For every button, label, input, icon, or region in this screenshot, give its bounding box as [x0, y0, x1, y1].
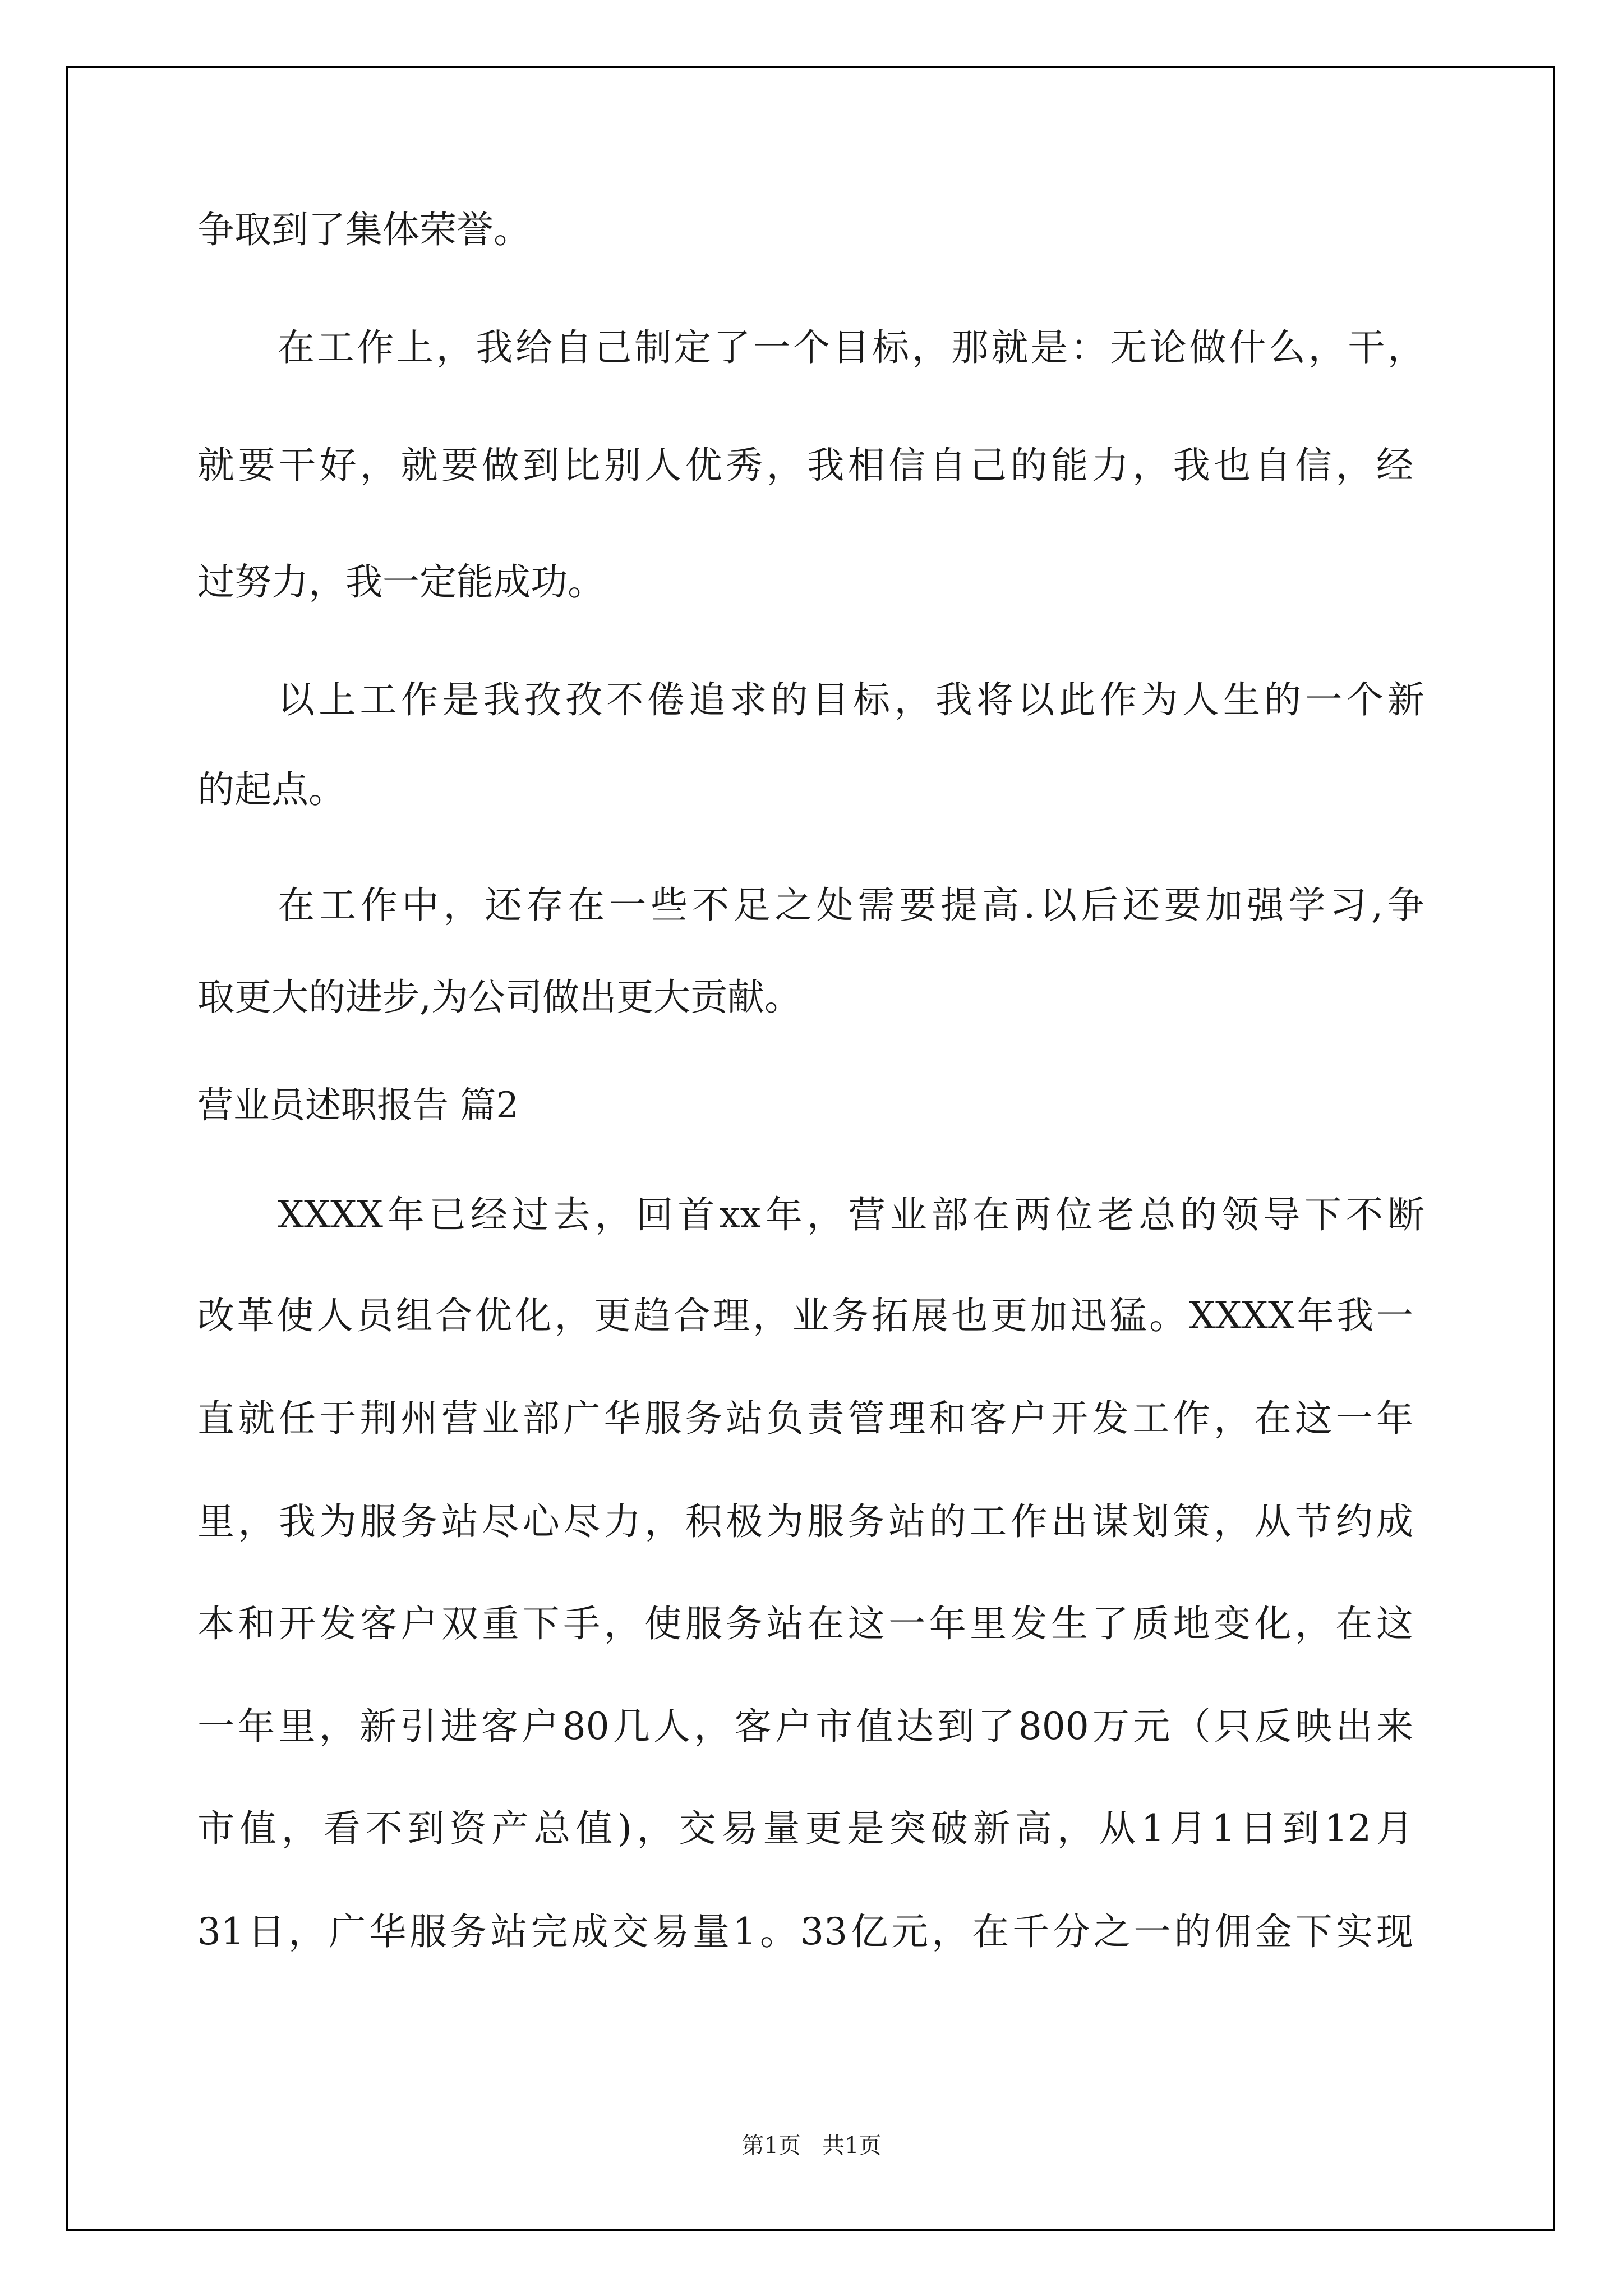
paragraph-line: 市值，看不到资产总值)，交易量更是突破新高，从1月1日到12月	[197, 1807, 1413, 1850]
paragraph-line: 本和开发客户双重下手，使服务站在这一年里发生了质地变化，在这	[197, 1602, 1413, 1645]
paragraph-line: 取更大的进步,为公司做出更大贡献。	[197, 976, 801, 1019]
page-border	[66, 66, 1555, 2231]
paragraph-line: 31日，广华服务站完成交易量1。33亿元，在千分之一的佣金下实现	[197, 1910, 1413, 1953]
paragraph-line: 的起点。	[197, 768, 345, 811]
paragraph-line: 争取到了集体荣誉。	[197, 208, 531, 251]
paragraph-line: 过努力，我一定能成功。	[197, 560, 605, 604]
paragraph-line: 改革使人员组合优化，更趋合理，业务拓展也更加迅猛。XXXX年我一	[197, 1294, 1413, 1337]
paragraph-line: 在工作中，还存在一些不足之处需要提高.以后还要加强学习,争	[278, 884, 1424, 927]
paragraph-line: 里，我为服务站尽心尽力，积极为服务站的工作出谋划策，从节约成	[197, 1500, 1413, 1543]
paragraph-line: 一年里，新引进客户80几人，客户市值达到了800万元（只反映出来	[197, 1705, 1413, 1748]
paragraph-line: 直就任于荆州营业部广华服务站负责管理和客户开发工作，在这一年	[197, 1397, 1413, 1440]
paragraph-line: XXXX年已经过去，回首xx年，营业部在两位老总的领导下不断	[278, 1193, 1424, 1236]
paragraph-line: 就要干好，就要做到比别人优秀，我相信自己的能力，我也自信，经	[197, 444, 1413, 487]
section-heading: 营业员述职报告 篇2	[197, 1085, 519, 1126]
paragraph-line: 以上工作是我孜孜不倦追求的目标，我将以此作为人生的一个新	[278, 678, 1424, 721]
page-footer: 第1页 共1页	[741, 2133, 882, 2159]
paragraph-line: 在工作上，我给自己制定了一个目标，那就是：无论做什么，干，	[278, 326, 1424, 369]
